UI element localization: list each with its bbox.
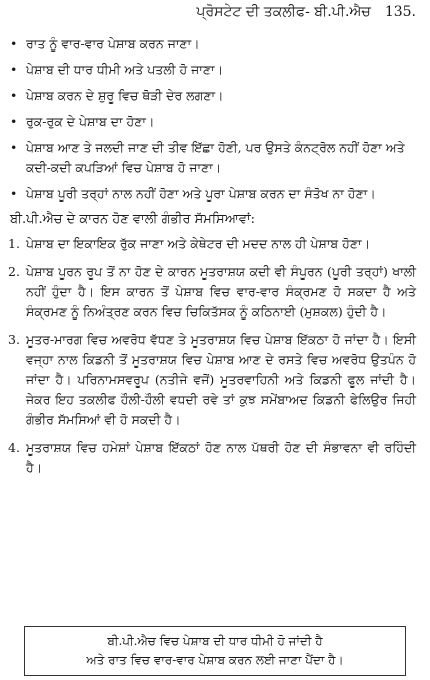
list-item-text: ਮੂਤਰ-ਮਾਰਗ ਵਿਚ ਅਵਰੋਧ ਵੱਧਣ ਤੇ ਮੂਤਰਾਸ਼ਯ ਵਿਚ ਪੇਸ਼ਾਬ ਇੱਕਠਾ ਹੋ ਜਾਂਦਾ ਹੈ। ਇਸੀ ਵਜ੍ਹਾ ਨਾਲ ਕਿਡਨੀ ਤੋਂ ਮੂਤਰਾਸ਼ਯ ਵਿਚ ਪੇਸ਼ਾਬ ਆਣ ਦੇ ਰਸਤੇ ਵਿਚ ਅਵਰੋਧ ਉਤਪੰਨ ਹੋ ਜਾਂਦਾ ਹੈ। ਪਰਿਨਾਮਸਵਰੂਪ (ਨਤੀਜੇ ਵਜੋਂ) ਮੂਤਰਵਾਹਿਨੀ ਅਤੇ ਕਿਡਨੀ ਫੂਲ ਜਾਂਦੀ ਹੈ। ਜੇਕਰ ਇਹ ਤਕਲੀਫ ਹੌਲੀ-ਹੌਲੀ ਵਧਦੀ ਰਵੇ ਤਾਂ ਕੁਝ ਸਮੇਂਬਾਅਦ ਕਿਡਨੀ ਫੇਲਿਉਰ ਜਿਹੀ ਗੰਭੀਰ ਸੱਮਸਿਆਂ ਵੀ ਹੋ ਸਕਦੀ ਹੈ। [26,332,416,427]
bullet-dot: • [10,88,18,103]
list-item-text: ਪੇਸ਼ਾਬ ਕਰਨ ਦੇ ਸ਼ੁਰੂ ਵਿਚ ਥੋੜੀ ਦੇਰ ਲਗਣਾ। [26,88,224,103]
list-item [8,330,416,430]
list-item [8,138,416,178]
list-item [8,262,416,322]
list-item [8,112,416,132]
item-number: 4. [8,440,20,455]
list-item [8,438,416,478]
item-number: 2. [8,264,20,279]
list-item [8,60,416,80]
bullet-dot: • [10,36,18,51]
list-item-text: ਪੇਸ਼ਾਬ ਪੂਰਨ ਰੂਪ ਤੋਂ ਨਾ ਹੋਣ ਦੇ ਕਾਰਨ ਮੂਤਰਾਸ਼ਯ ਕਦੀ ਵੀ ਸੰਪੂਰਨ (ਪੂਰੀ ਤਰ੍ਹਾਂ) ਖਾਲੀ ਨਹੀਂ ਹੁੰਦਾ ਹੈ। ਇਸ ਕਾਰਨ ਤੋਂ ਪੇਸ਼ਾਬ ਵਿਚ ਵਾਰ-ਵਾਰ ਸੰਕ੍ਰਮਣ ਹੋ ਸਕਦਾ ਹੈ ਅਤੇ ਸੰਕ੍ਰਮਣ ਨੂੰ ਨਿਅੰਤ੍ਰਣ ਕਰਨ ਵਿਚ ਚਿਕਿਤੱਸਕ ਨੂੰ ਕਠਿਨਾਈ (ਮੁਸ਼ਕਲ) ਹੁੰਦੀ ਹੈ। [26,264,416,319]
complication-list [8,234,416,478]
bullet-dot: • [10,186,18,201]
list-item-text: ਪੇਸ਼ਾਬ ਦਾ ਇਕਾਇਕ ਰੁੱਕ ਜਾਣਾ ਅਤੇ ਕੇਥੇਟਰ ਦੀ ਮਦਦ ਨਾਲ ਹੀ ਪੇਸ਼ਾਬ ਹੋਣਾ। [26,236,370,251]
list-item [8,86,416,106]
item-number: 1. [8,236,20,251]
section-heading: ਬੀ.ਪੀ.ਐਚ ਦੇ ਕਾਰਨ ਹੋਣ ਵਾਲੀ ਗੰਭੀਰ ਸੱਮਸਿਆਵਾਂ: [10,212,256,227]
summary-line-1: ਬੀ.ਪੀ.ਐਚ ਵਿਚ ਪੇਸ਼ਾਬ ਦੀ ਧਾਰ ਧੀਮੀ ਹੋ ਜਾਂਦੀ ਹੈ [107,634,323,648]
list-item-text: ਰੁਕ-ਰੁਕ ਦੇ ਪੇਸ਼ਾਬ ਦਾ ਹੋਣਾ। [26,114,155,129]
summary-line-2: ਅਤੇ ਰਾਤ ਵਿਚ ਵਾਰ-ਵਾਰ ਪੇਸ਼ਾਬ ਕਰਨ ਲਈ ਜਾਣਾ ਪੈਂਦਾ ਹੈ। [86,653,344,667]
list-item-text: ਮੂਤਰਾਸ਼ਯ ਵਿਚ ਹਮੇਸ਼ਾਂ ਪੇਸ਼ਾਬ ਇੱਕਠਾਂ ਹੋਣ ਨਾਲ ਪੱਥਰੀ ਹੋਣ ਦੀ ਸੰਭਾਵਨਾ ਵੀ ਰਹਿੰਦੀ ਹੈ। [26,440,416,475]
list-item-text: ਪੇਸ਼ਾਬ ਆਣ ਤੇ ਜਲਦੀ ਜਾਣ ਦੀ ਤੀਵ ਇੱਛਾ ਹੋਣੀ, ਪਰ ਉਸਤੇ ਕੰਨਟ੍ਰੋਲ ਨਹੀਂ ਹੋਣਾ ਅਤੇ ਕਦੀ-ਕਦੀ ਕਪੜਿਆਂ ਵਿਚ ਪੇਸ਼ਾਬ ਹੋ ਜਾਣਾ। [26,140,405,175]
running-title: ਪ੍ਰੋਸਟੇਟ ਦੀ ਤਕਲੀਫ- ਬੀ.ਪੀ.ਐਚ [196,4,371,20]
symptom-list [8,34,416,204]
list-item-text: ਪੇਸ਼ਾਬ ਦੀ ਧਾਰ ਧੀਮੀ ਅਤੇ ਪਤਲੀ ਹੋ ਜਾਣਾ। [26,62,224,77]
list-item [8,184,416,204]
bullet-dot: • [10,140,18,155]
bullet-dot: • [10,114,18,129]
item-number: 3. [8,332,20,347]
page-header [8,4,416,28]
list-item-text: ਰਾਤ ਨੂੰ ਵਾਰ-ਵਾਰ ਪੇਸ਼ਾਬ ਕਰਨ ਜਾਣਾ। [26,36,200,51]
list-item-text: ਪੇਸ਼ਾਬ ਪੂਰੀ ਤਰ੍ਹਾਂ ਨਾਲ ਨਹੀਂ ਹੋਣਾ ਅਤੇ ਪੂਰਾ ਪੇਸ਼ਾਬ ਕਰਨ ਦਾ ਸੰਤੋਖ ਨਾ ਹੋਣਾ। [26,186,376,201]
summary-box [24,626,406,676]
page-number: 135. [384,4,416,20]
list-item [8,234,416,254]
list-item [8,34,416,54]
bullet-dot: • [10,62,18,77]
